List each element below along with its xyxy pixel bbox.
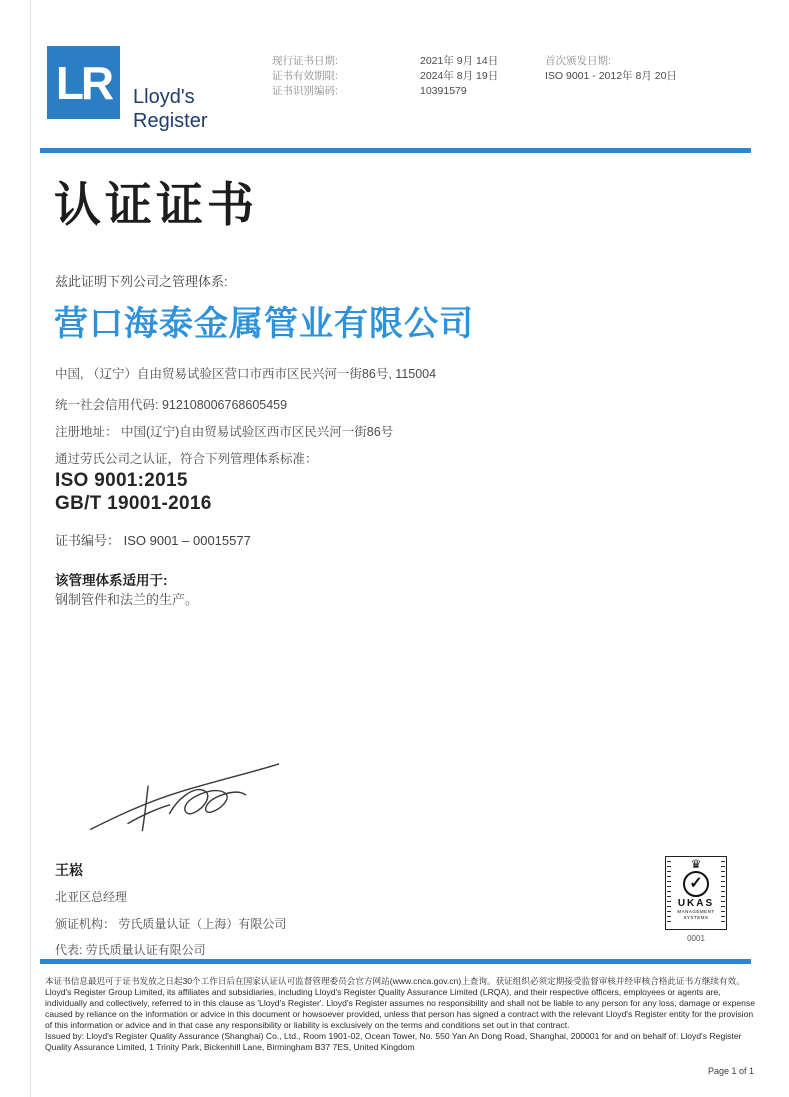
current-cert-date-value: 2021年 9月 14日 xyxy=(420,55,499,67)
social-credit-code: 统一社会信用代码: 912108006768605459 xyxy=(55,398,288,412)
first-issue-block xyxy=(545,54,677,84)
ukas-tick-marks-right xyxy=(721,861,725,925)
ukas-subtitle-systems: SYSTEMS xyxy=(683,914,709,920)
ukas-accreditation-mark xyxy=(663,856,729,943)
certificate-number: 证书编号： ISO 9001 – 00015577 xyxy=(55,533,251,548)
legal-footer xyxy=(45,976,757,1053)
header-meta-labels xyxy=(272,54,338,99)
page-number: Page 1 of 1 xyxy=(707,1066,754,1076)
signatory-role: 北亚区总经理 xyxy=(55,890,128,904)
checkmark-icon: ✓ xyxy=(689,875,703,892)
issuing-body-line: 颁证机构： 劳氏质量认证（上海）有限公司 xyxy=(55,917,287,931)
checkmark-circle-icon xyxy=(683,871,709,897)
first-issue-label: 首次颁发日期: xyxy=(545,55,611,67)
top-divider-bar xyxy=(40,148,751,153)
footer-issued-by: Issued by: Lloyd's Register Quality Assurance (Shanghai) Co., Ltd., Room 1901-02, Ocean Tower, No. 550 Yan An Dong Road, Shanghai, 200001 for and on behalf of: Lloyd's Register Quality Assurance Limited, 1 Trinity Park, Bickenhill Lane, Birmingham B37 7ES, United Kingdom xyxy=(45,1031,742,1052)
lloyds-register-wordmark xyxy=(133,85,207,133)
current-cert-date-label: 现行证书日期: xyxy=(272,55,338,67)
ukas-name: UKAS xyxy=(677,898,715,909)
company-name: 营口海泰金属管业有限公司 xyxy=(54,304,474,344)
document-title: 认证证书 xyxy=(54,178,258,233)
ukas-number: 0001 xyxy=(687,934,705,943)
ukas-box xyxy=(665,856,727,930)
scope-label: 该管理体系适用于: xyxy=(55,573,168,588)
scope-text: 钢制管件和法兰的生产。 xyxy=(55,592,199,607)
wordmark-line1: Lloyd's xyxy=(133,86,195,108)
approval-statement: 通过劳氏公司之认证，符合下列管理体系标准： xyxy=(55,452,318,466)
footer-english-disclaimer: Lloyd's Register Group Limited, its affiliates and subsidiaries, including Lloyd's Register Quality Assurance Limited (LRQA), and their respective officers, employees or agents are, individually and collectively, referred to in this clause as 'Lloyd's Register'. Lloyd's Register assumes no responsibility and shall not be liable to any person for any loss, damage or expense caused by reliance on the information or advice in this document or howsoever provided, unless that person has signed a contract with the relevant Lloyd's Register entity for the provision of this information or advice and in that case any responsibility or liability is exclusively on the terms and conditions set out in that contract. xyxy=(45,987,756,1030)
lr-logo-mark: LR xyxy=(55,56,112,109)
first-issue-value: ISO 9001 - 2012年 8月 20日 xyxy=(545,70,677,82)
representative-line: 代表: 劳氏质量认证有限公司 xyxy=(55,943,206,957)
crown-icon: ♛ xyxy=(690,857,702,871)
standard-gbt-19001: GB/T 19001-2016 xyxy=(55,493,212,514)
ukas-subtitle-management: MANAGEMENT xyxy=(677,909,715,914)
ukas-tick-marks-left xyxy=(667,861,671,925)
cert-expiry-label: 证书有效期限: xyxy=(272,70,338,82)
handwritten-signature xyxy=(85,742,300,852)
header-meta-values xyxy=(420,54,498,99)
registered-address: 注册地址： 中国(辽宁)自由贸易试验区西市区民兴河一街86号 xyxy=(55,425,394,439)
cert-id-label: 证书识别编码: xyxy=(272,85,338,97)
signatory-name: 王崧 xyxy=(55,862,83,878)
footer-chinese-notice: 本证书信息最迟可于证书发放之日起30个工作日后在国家认证认可监督管理委员会官方网站(www.cnca.gov.cn)上查询。获证组织必须定期接受监督审核并经审核合格此证书方继续有效。 xyxy=(45,976,745,986)
company-address: 中国, （辽宁）自由贸易试验区营口市西市区民兴河一街86号, 115004 xyxy=(55,367,437,381)
page-edge-line xyxy=(30,0,31,1097)
cert-id-value: 10391579 xyxy=(420,85,467,97)
certify-statement: 兹此证明下列公司之管理体系: xyxy=(55,274,228,289)
bottom-divider-bar xyxy=(40,959,751,964)
lloyds-register-logo xyxy=(47,46,120,119)
wordmark-line2: Register xyxy=(133,110,208,132)
cert-expiry-value: 2024年 8月 19日 xyxy=(420,70,499,82)
standard-iso-9001: ISO 9001:2015 xyxy=(55,470,188,491)
